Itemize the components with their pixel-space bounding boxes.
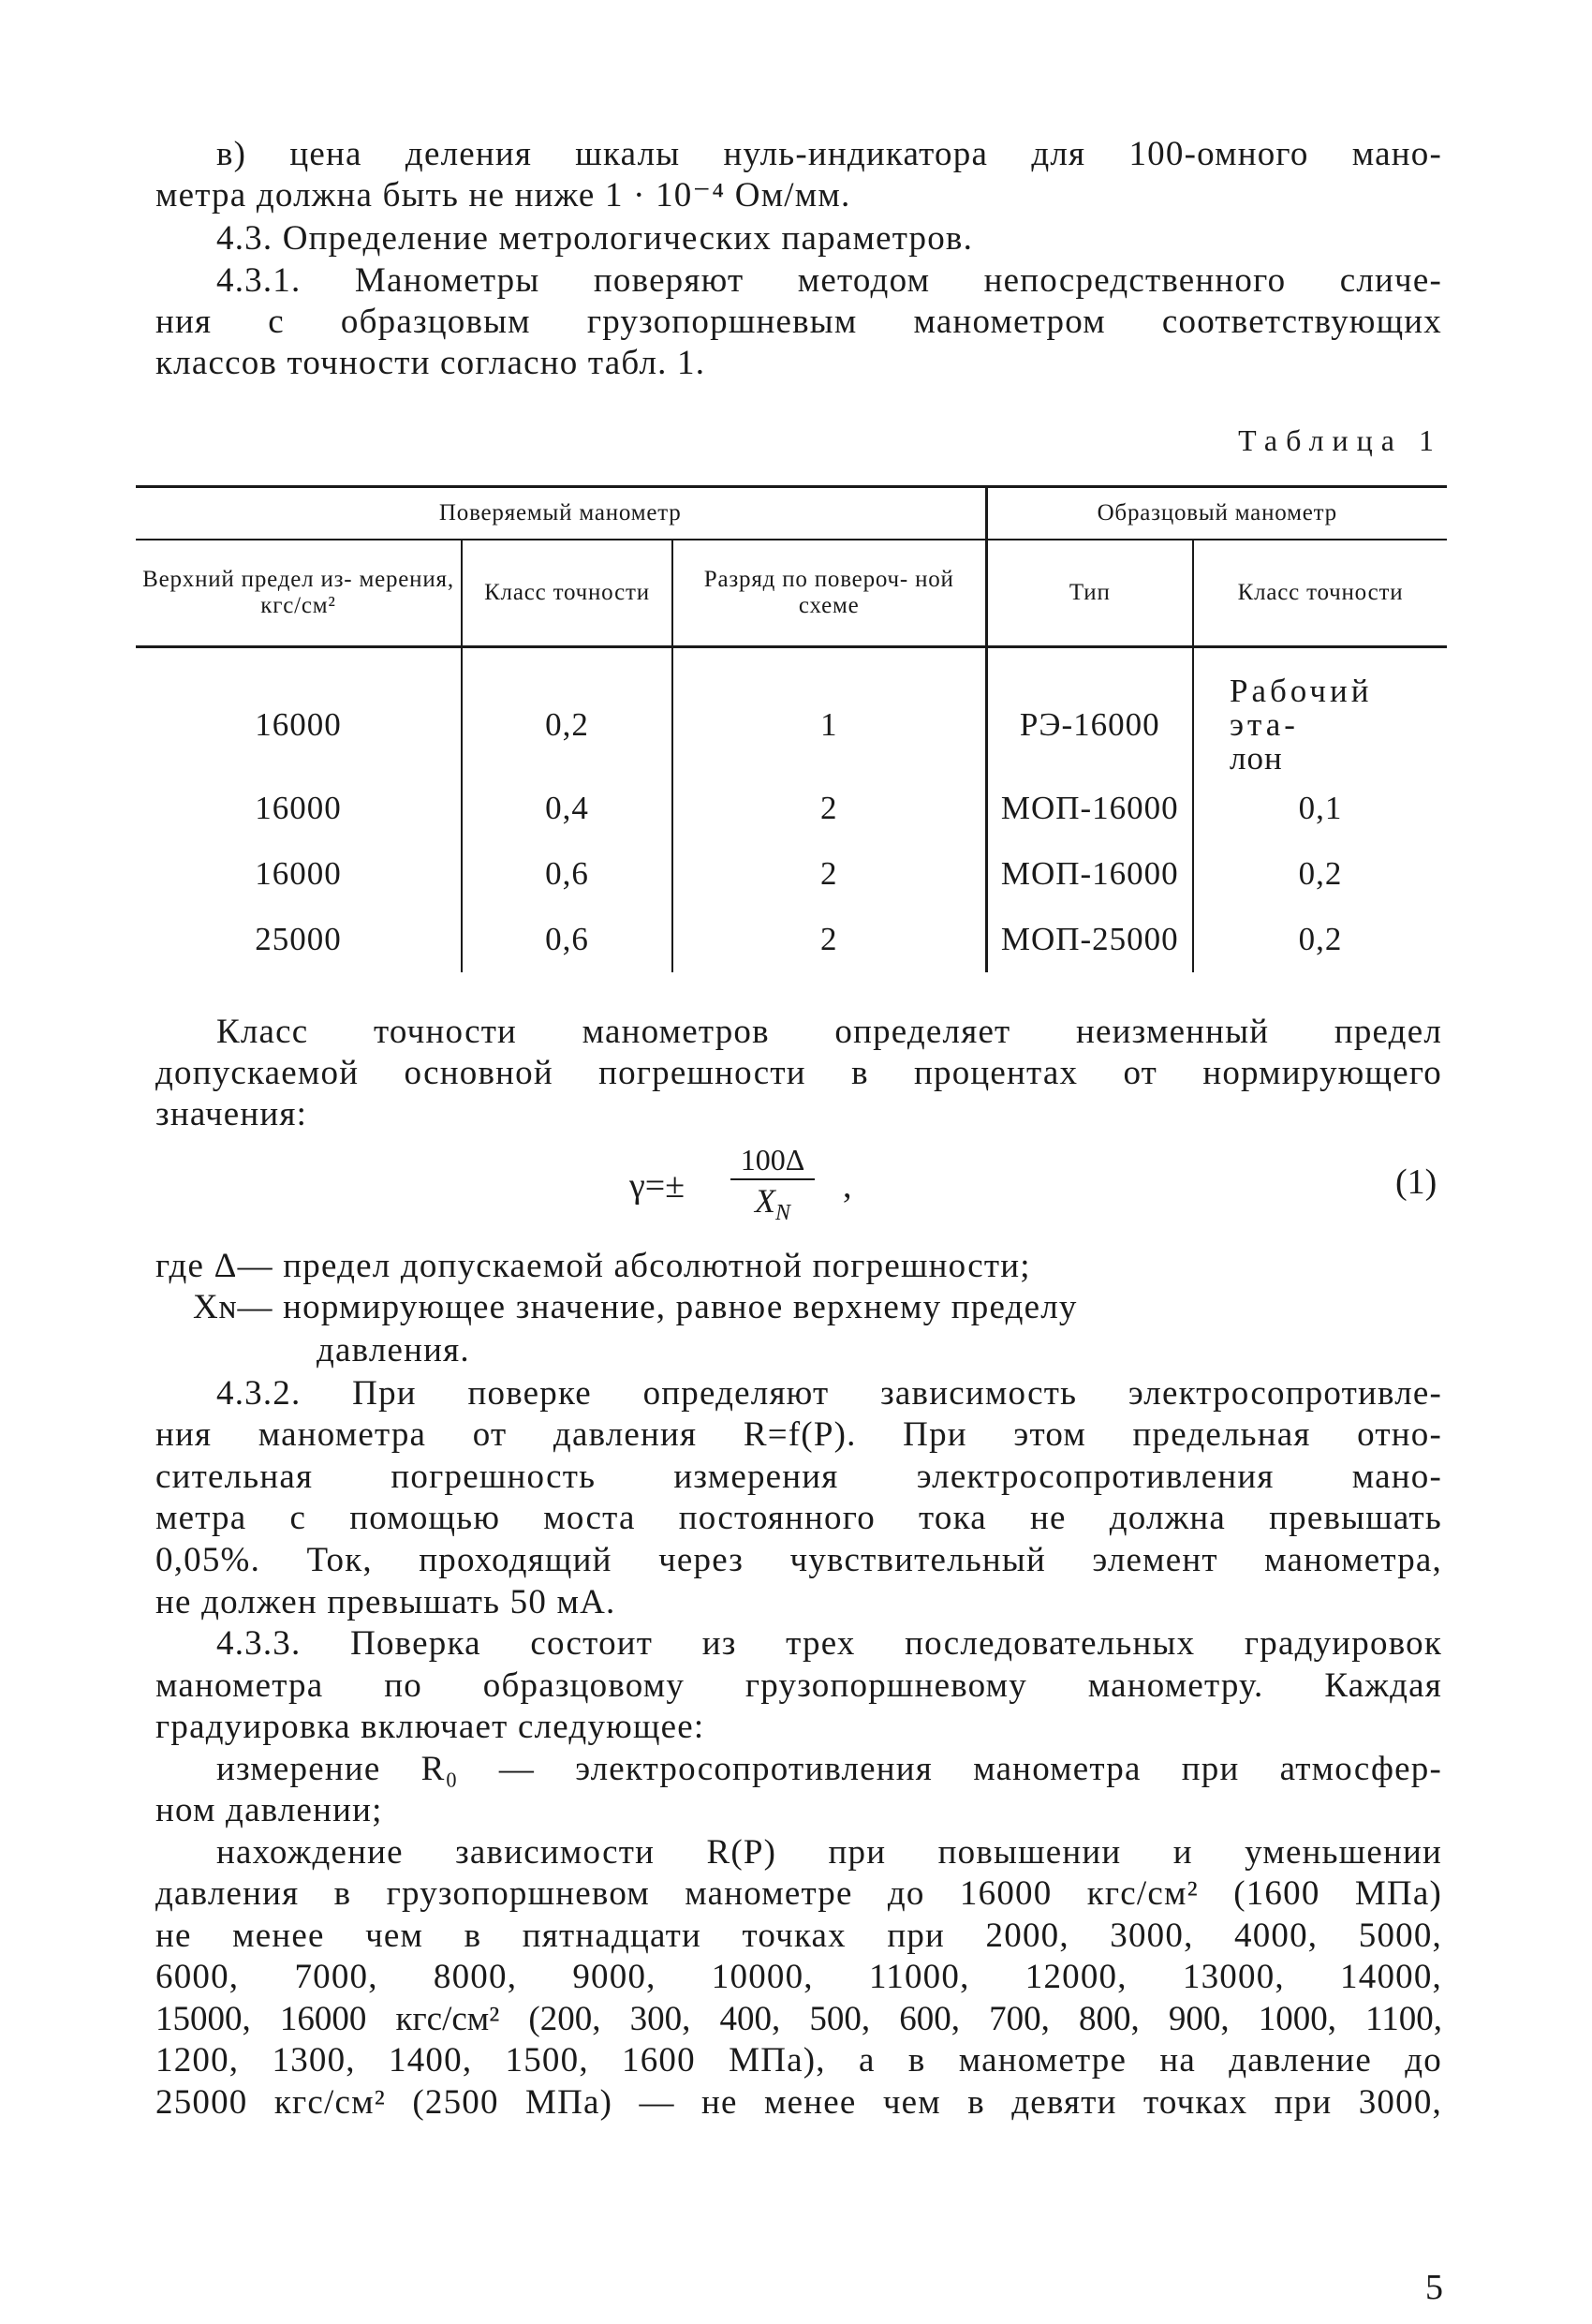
paragraph-line: 4.3.1. Манометры поверяют методом непосредственного сличе- [216,261,1442,300]
paragraph-line: сительная погрешность измерения электросопротивления мано- [155,1458,1442,1496]
paragraph-line: Класс точности манометров определяет неизменный предел [216,1013,1442,1051]
table-cell-line: Рабочий эта- [1230,673,1373,743]
table-cell: 16000 [255,855,342,892]
table-cell: 0,6 [462,907,672,972]
paragraph-line: допускаемой основной погрешности в процентах от нормирующего [155,1054,1442,1092]
where-line: Xɴ— нормирующее значение, равное верхнему пределу [193,1288,1078,1326]
table-cell-line: лон [1230,740,1283,777]
paragraph-line: 4.3.3. Поверка состоит из трех последовательных градуировок [216,1624,1442,1663]
table-cell: РЭ-16000 [986,647,1193,777]
paragraph-line: 6000, 7000, 8000, 9000, 10000, 11000, 12000, 13000, 14000, [155,1958,1442,1996]
page-number: 5 [1425,2268,1443,2307]
formula-fraction [730,1141,815,1234]
table-row [136,776,1447,841]
where-line: давления. [317,1331,470,1369]
paragraph-line: не менее чем в пятнадцати точках при 2000, 3000, 4000, 5000, [155,1917,1442,1955]
paragraph-line: ном давлении; [155,1791,383,1829]
table-column-header: Класс точности [462,540,672,647]
table-cell [1193,647,1447,777]
paragraph-line: ния манометра от давления R=f(P). При этом предельная отно- [155,1415,1442,1454]
formula-denominator [730,1180,815,1234]
paragraph-line: нахождение зависимости R(P) при повышении и уменьшении [216,1833,1442,1872]
table-row [136,907,1447,972]
paragraph-line: 4.3.2. При поверке определяют зависимость электросопротивле- [216,1374,1442,1413]
table-cell: 0,2 [462,647,672,777]
table-cell: 1 [672,647,986,777]
table-caption: Таблица 1 [1238,423,1442,457]
equation-number: (1) [1395,1162,1437,1202]
table-cell: 0,4 [462,776,672,841]
table-column-header: Разряд по повероч- ной схеме [672,540,986,647]
table-cell: МОП-16000 [986,776,1193,841]
table-cell: МОП-25000 [986,907,1193,972]
paragraph-line: 25000 кгс/см² (2500 МПа) — не менее чем в девяти точках при 3000, [155,2083,1442,2122]
table-row [136,647,1447,777]
formula [599,1141,880,1235]
table-cell: 16000 [255,706,342,743]
paragraph-line: 1200, 1300, 1400, 1500, 1600 МПа), а в манометре на давление до [155,2041,1442,2080]
table-cell: 2 [672,907,986,972]
table-row [136,841,1447,907]
paragraph-line: значения: [155,1095,308,1133]
table-group-header: Поверяемый манометр [136,487,986,540]
table-column-header: Тип [986,540,1193,647]
paragraph-line: градуировка включает следующее: [155,1708,705,1746]
table-column-header: Верхний предел из- мерения, кгс/см² [136,540,462,647]
paragraph-line: 15000, 16000 кгс/см² (200, 300, 400, 500, 600, 700, 800, 900, 1000, 1100, [155,2000,1442,2038]
table-cell: 25000 [255,921,342,957]
table-cell: МОП-16000 [986,841,1193,907]
paragraph-line: манометра по образцовому грузопоршневому манометру. Каждая [155,1666,1442,1705]
formula-numerator: 100Δ [730,1141,815,1180]
table-cell: 0,6 [462,841,672,907]
table-group-header: Образцовый манометр [986,487,1447,540]
table-cell: 2 [672,841,986,907]
where-line: где Δ— предел допускаемой абсолютной погрешности; [155,1247,1031,1285]
table-cell: 16000 [255,790,342,826]
paragraph-line: измерение R₀ — электросопротивления манометра при атмосфер- [216,1750,1442,1788]
paragraph-line: не должен превышать 50 мА. [155,1583,616,1621]
data-table [136,485,1447,972]
paragraph-line: 0,05%. Ток, проходящий через чувствительный элемент манометра, [155,1541,1442,1579]
table-cell: 2 [672,776,986,841]
formula-comma: , [843,1166,852,1206]
section-heading: 4.3. Определение метрологических параметров. [216,219,974,258]
formula-lhs: γ=± [629,1166,685,1206]
paragraph-line: классов точности согласно табл. 1. [155,344,706,382]
paragraph-line: ния с образцовым грузопоршневым манометром соответствующих [155,303,1442,341]
table-cell: 0,2 [1193,841,1447,907]
paragraph-line: метра с помощью моста постоянного тока не должна превышать [155,1499,1442,1537]
table-cell: 0,1 [1193,776,1447,841]
paragraph-line: метра должна быть не ниже 1 · 10⁻⁴ Ом/мм. [155,176,851,215]
formula-denominator-subscript: N [774,1201,790,1226]
paragraph-line: давления в грузопоршневом манометре до 16000 кгс/см² (1600 МПа) [155,1874,1442,1913]
formula-denominator-symbol: X [754,1182,775,1220]
paragraph-line: в) цена деления шкалы нуль-индикатора для 100-омного мано- [216,135,1442,173]
table-cell: 0,2 [1193,907,1447,972]
table-column-header: Класс точности [1193,540,1447,647]
